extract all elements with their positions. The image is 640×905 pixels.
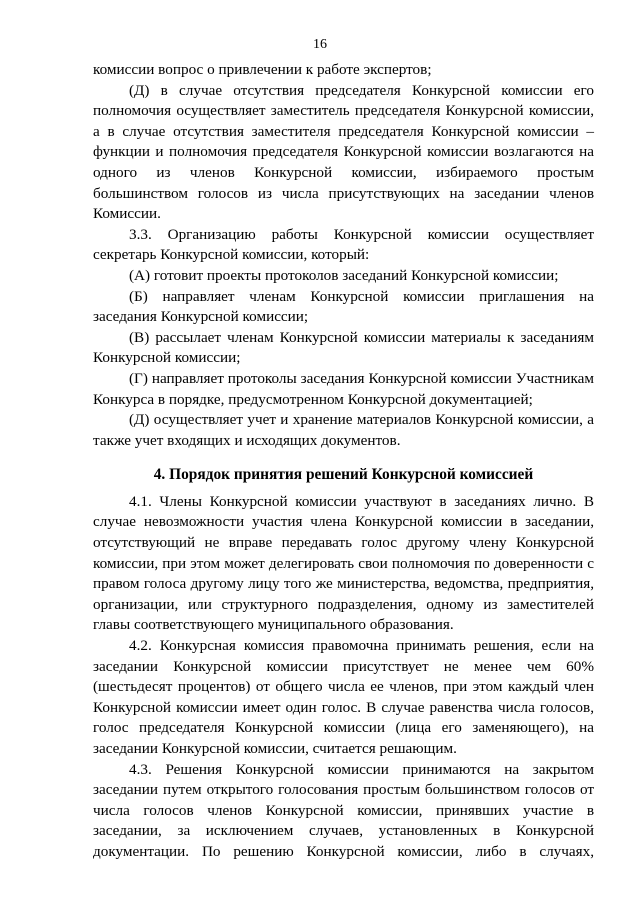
paragraph: (Г) направляет протоколы заседания Конкурсной комиссии Участникам Конкурса в порядке, предусмотренном Конкурсной документацией; bbox=[93, 369, 594, 408]
paragraph: (В) рассылает членам Конкурсной комиссии материалы к заседаниям Конкурсной комиссии; bbox=[93, 328, 594, 367]
paragraph: 3.3. Организацию работы Конкурсной комиссии осуществляет секретарь Конкурсной комиссии, который: bbox=[93, 225, 594, 264]
paragraph: комиссии вопрос о привлечении к работе экспертов; bbox=[93, 61, 432, 78]
document-body bbox=[93, 60, 594, 863]
paragraphs-before-heading bbox=[93, 60, 594, 451]
paragraph: (Б) направляет членам Конкурсной комиссии приглашения на заседания Конкурсной комиссии; bbox=[93, 287, 594, 326]
page-number: 16 bbox=[313, 37, 327, 52]
section-heading: 4. Порядок принятия решений Конкурсной комиссией bbox=[153, 466, 534, 484]
paragraph: 4.3. Решения Конкурсной комиссии принимаются на закрытом заседании путем открытого голосования простым большинством голосов от числа голосов членов Конкурсной комиссии, принявших участие в заседании, за исключением случаев, установленных в Конкурсной документации. По решению Конкурсной комиссии, либо в случаях, bbox=[93, 760, 594, 860]
paragraph: 4.2. Конкурсная комиссия правомочна принимать решения, если на заседании Конкурсной комиссии присутствует не менее чем 60% (шестьдесят процентов) от общего числа ее членов, при этом каждый член Конкурсной комиссии имеет один голос. В случае равенства числа голосов, голос председателя Конкурсной комиссии (лица его заменяющего), на заседании Конкурсной комиссии, считается решающим. bbox=[93, 637, 594, 757]
paragraph: (Д) осуществляет учет и хранение материалов Конкурсной комиссии, а также учет входящих и исходящих документов. bbox=[93, 411, 594, 449]
paragraph: 4.1. Члены Конкурсной комиссии участвуют в заседаниях лично. В случае невозможности участия члена Конкурсной комиссии в заседании, отсутствующий не вправе передавать голос другому члену Конкурсной комиссии, при этом может делегировать свои полномочия по доверенности с правом голоса другому лицу того же министерства, ведомства, предприятия, организации, или структурного подразделения, одному из заместителей главы соответствующего муниципального образования. bbox=[93, 492, 594, 634]
paragraph: (А) готовит проекты протоколов заседаний Конкурсной комиссии; bbox=[129, 266, 559, 284]
paragraphs-after-heading bbox=[93, 492, 594, 863]
paragraph: (Д) в случае отсутствия председателя Конкурсной комиссии его полномочия осуществляет заместитель председателя Конкурсной комиссии, а в случае отсутствия заместителя председателя Конкурсной комиссии – функции и полномочия председателя Конкурсной комиссии возлагаются на одного из членов Конкурсной комиссии, избираемого простым большинством голосов из числа присутствующих на заседании членов Комиссии. bbox=[93, 81, 594, 223]
